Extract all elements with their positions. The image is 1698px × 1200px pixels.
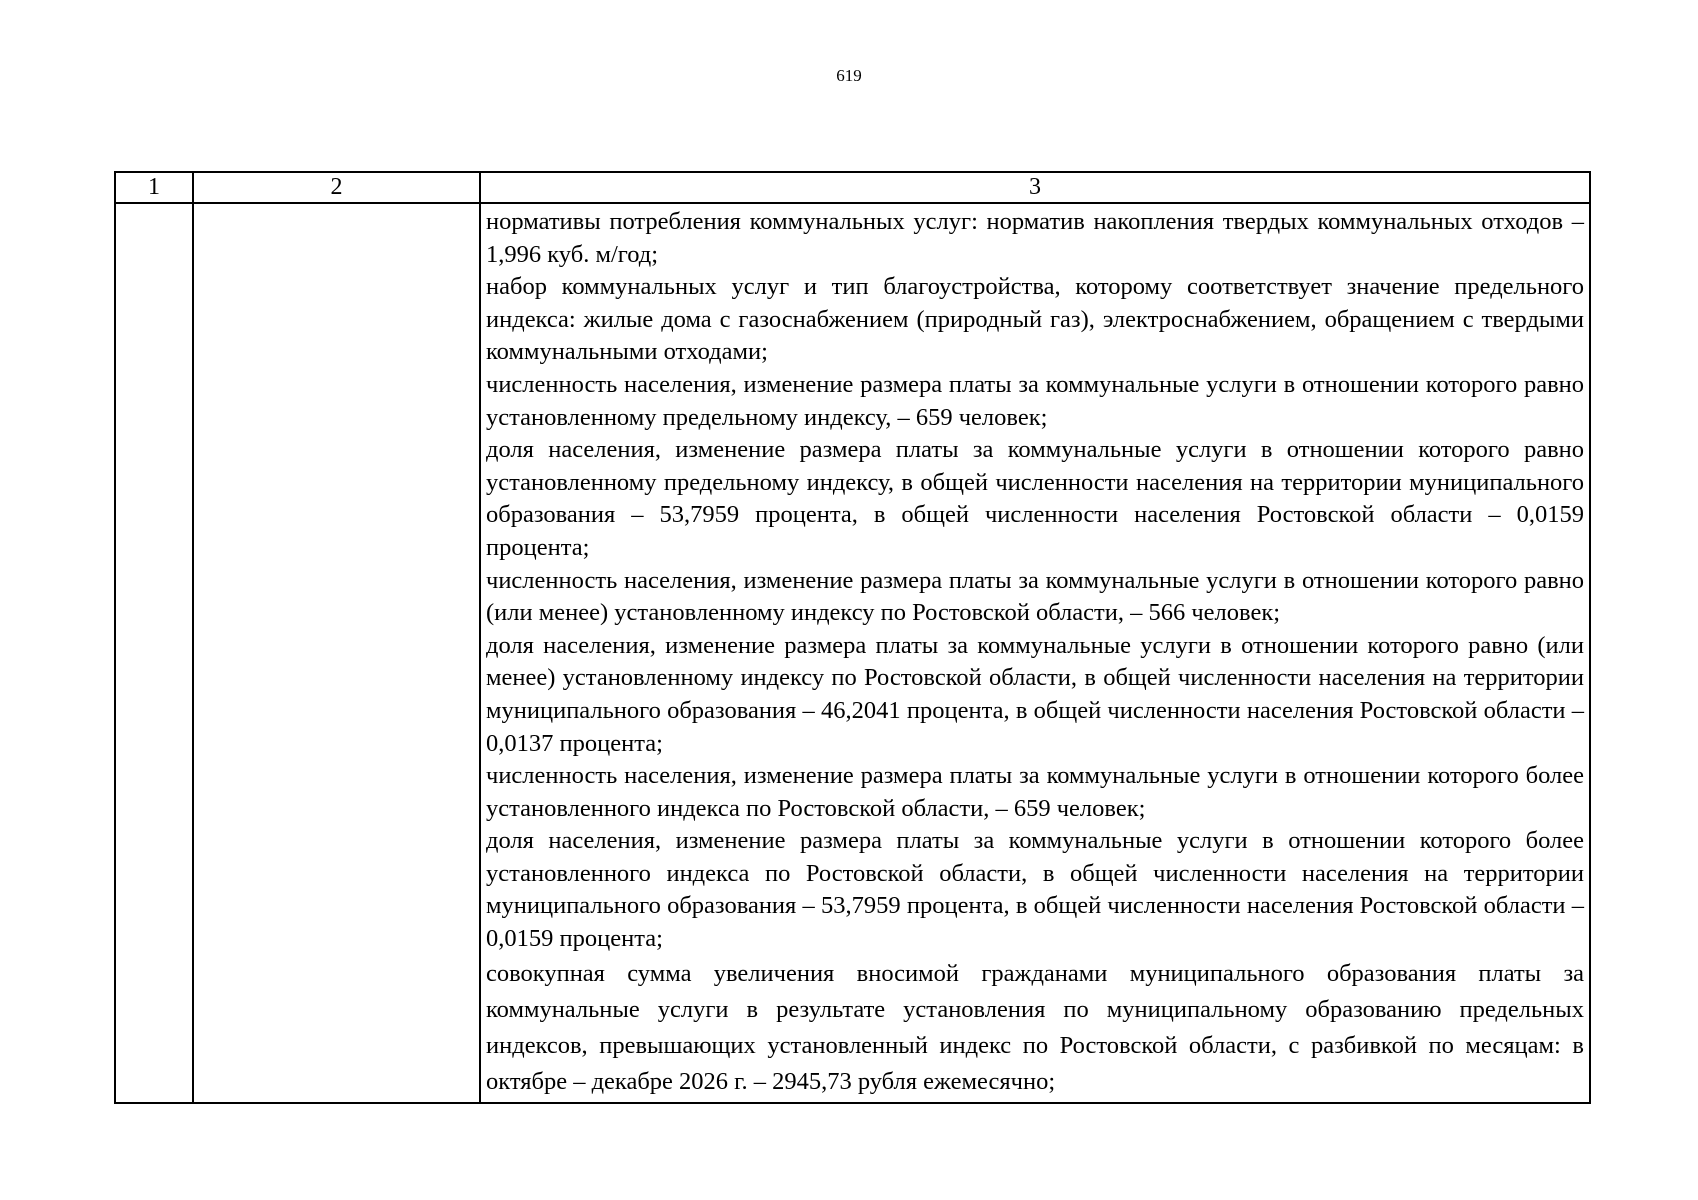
table-header-row (115, 172, 1590, 203)
paragraph: доля населения, изменение размера платы за коммунальные услуги в отношении которого равно (или менее) установленному индексу по Ростовской области, в общей численности населения на территории муниципального образования – 46,2041 процента, в общей численности населения Ростовской области – 0,0137 процента; (486, 631, 1584, 757)
table-row (115, 203, 1590, 1103)
paragraph: доля населения, изменение размера платы за коммунальные услуги в отношении которого более установленного индекса по Ростовской области, в общей численности населения на территории муниципального образования – 53,7959 процента, в общей численности населения Ростовской области – 0,0159 процента; (486, 827, 1584, 953)
header-cell-3: 3 (480, 172, 1590, 203)
header-cell-2: 2 (193, 172, 480, 203)
header-cell-1: 1 (115, 172, 193, 203)
paragraph: совокупная сумма увеличения вносимой гражданами муниципального образования платы за коммунальные услуги в результате установления по муниципальному образованию предельных индексов, превышающих установленный индекс по Ростовской области, с разбивкой по месяцам: в октябре – декабре 2026 г. – 2945,73 рубля ежемесячно; (486, 959, 1584, 1095)
document-table (114, 171, 1591, 1104)
paragraph: численность населения, изменение размера платы за коммунальные услуги в отношении которого равно (или менее) установленному индексу по Ростовской области, – 566 человек; (486, 566, 1584, 627)
paragraph: набор коммунальных услуг и тип благоустройства, которому соответствует значение предельного индекса: жилые дома с газоснабжением (природный газ), электроснабжением, обращением с твердыми коммунальными отходами; (486, 273, 1584, 366)
paragraph: доля населения, изменение размера платы за коммунальные услуги в отношении которого равно установленному предельному индексу, в общей численности населения на территории муниципального образования – 53,7959 процента, в общей численности населения Ростовской области – 0,0159 процента; (486, 436, 1584, 561)
row-cell-3 (480, 203, 1590, 1103)
row-cell-1 (115, 203, 193, 1103)
row-cell-2 (193, 203, 480, 1103)
paragraph: численность населения, изменение размера платы за коммунальные услуги в отношении которого равно установленному предельному индексу, – 659 человек; (486, 370, 1584, 431)
paragraph: численность населения, изменение размера платы за коммунальные услуги в отношении которого более установленного индекса по Ростовской области, – 659 человек; (486, 762, 1584, 822)
page-number: 619 (836, 66, 862, 85)
paragraph: нормативы потребления коммунальных услуг: норматив накопления твердых коммунальных отходов – 1,996 куб. м/год; (486, 208, 1584, 268)
